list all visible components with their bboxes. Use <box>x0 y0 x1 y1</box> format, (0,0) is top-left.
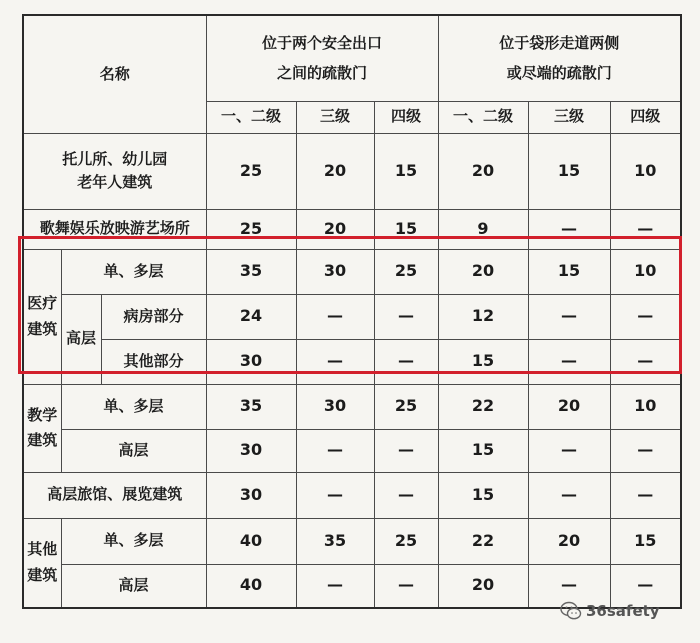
row-label-other-low-rise: 单、多层 <box>61 518 206 564</box>
cell: 20 <box>296 133 374 209</box>
header-grade-3: 三级 <box>528 101 610 133</box>
cell: 20 <box>438 564 528 608</box>
cell: 15 <box>438 339 528 384</box>
row-label-teaching <box>23 384 61 472</box>
table-row <box>23 209 681 249</box>
cell: 15 <box>374 133 438 209</box>
row-label-other-2: 建筑 <box>27 565 58 584</box>
cell: 15 <box>438 429 528 472</box>
cell: 25 <box>206 133 296 209</box>
cell: — <box>610 472 681 518</box>
cell: — <box>528 339 610 384</box>
row-label-teaching-1: 教学 <box>27 405 58 424</box>
row-label-teaching-low-rise: 单、多层 <box>61 384 206 429</box>
cell: — <box>528 564 610 608</box>
cell: 30 <box>206 429 296 472</box>
row-label-nursery <box>23 133 206 209</box>
table-row <box>23 384 681 429</box>
cell: 20 <box>438 249 528 294</box>
cell: 22 <box>438 518 528 564</box>
cell: 10 <box>610 133 681 209</box>
cell: — <box>296 472 374 518</box>
header-between-exits <box>206 15 438 101</box>
cell: — <box>374 472 438 518</box>
cell: 25 <box>374 518 438 564</box>
row-label-medical <box>23 249 61 384</box>
header-between-exits-line2: 之间的疏散门 <box>276 64 367 83</box>
cell: — <box>528 472 610 518</box>
cell: — <box>296 429 374 472</box>
cell: 20 <box>296 209 374 249</box>
cell: 25 <box>206 209 296 249</box>
cell: 15 <box>610 518 681 564</box>
cell: — <box>528 294 610 339</box>
row-label-medical-1: 医疗 <box>27 294 58 312</box>
cell: — <box>610 429 681 472</box>
cell: 35 <box>206 249 296 294</box>
header-grade-3: 三级 <box>296 101 374 133</box>
cell: 35 <box>296 518 374 564</box>
row-label-medical-high-rise: 高层 <box>61 294 101 384</box>
header-dead-end-line1: 位于袋形走道两侧 <box>499 34 620 53</box>
header-name: 名称 <box>23 15 206 133</box>
cell: — <box>610 564 681 608</box>
table-row <box>23 133 681 209</box>
header-grade-1-2: 一、二级 <box>206 101 296 133</box>
table-row <box>23 429 681 472</box>
row-label-medical-2: 建筑 <box>27 319 58 338</box>
header-dead-end <box>438 15 681 101</box>
row-label-nursery-line2: 老年人建筑 <box>77 173 153 191</box>
cell: 10 <box>610 384 681 429</box>
cell: 22 <box>438 384 528 429</box>
table-row <box>23 339 681 384</box>
row-label-other-1: 其他 <box>27 540 58 559</box>
cell: — <box>610 294 681 339</box>
cell: 15 <box>528 133 610 209</box>
header-dead-end-line2: 或尽端的疏散门 <box>506 64 612 83</box>
header-grade-4: 四级 <box>374 101 438 133</box>
cell: 15 <box>374 209 438 249</box>
cell: 24 <box>206 294 296 339</box>
header-between-exits-line1: 位于两个安全出口 <box>261 34 382 53</box>
cell: 9 <box>438 209 528 249</box>
table-row <box>23 472 681 518</box>
watermark <box>560 598 660 624</box>
cell: 30 <box>206 472 296 518</box>
row-label-other-high-rise: 高层 <box>61 564 206 608</box>
cell: — <box>296 294 374 339</box>
header-grade-4: 四级 <box>610 101 681 133</box>
cell: — <box>374 429 438 472</box>
cell: — <box>374 294 438 339</box>
watermark-text: 36safety <box>586 602 660 620</box>
cell: 40 <box>206 564 296 608</box>
cell: 15 <box>438 472 528 518</box>
evacuation-distance-table <box>22 14 682 609</box>
table-row <box>23 518 681 564</box>
cell: 40 <box>206 518 296 564</box>
cell: — <box>374 564 438 608</box>
cell: 10 <box>610 249 681 294</box>
cell: 25 <box>374 384 438 429</box>
cell: — <box>374 339 438 384</box>
row-label-teaching-high-rise: 高层 <box>61 429 206 472</box>
cell: 20 <box>438 133 528 209</box>
cell: 20 <box>528 518 610 564</box>
cell: 15 <box>528 249 610 294</box>
row-label-other <box>23 518 61 608</box>
table-row <box>23 249 681 294</box>
cell: 20 <box>528 384 610 429</box>
cell: 30 <box>296 384 374 429</box>
header-grade-1-2: 一、二级 <box>438 101 528 133</box>
row-label-medical-low-rise: 单、多层 <box>61 249 206 294</box>
cell: 30 <box>206 339 296 384</box>
row-label-hotel: 高层旅馆、展览建筑 <box>23 472 206 518</box>
row-label-entertainment: 歌舞娱乐放映游艺场所 <box>23 209 206 249</box>
cell: — <box>528 429 610 472</box>
cell: 25 <box>374 249 438 294</box>
row-label-ward: 病房部分 <box>101 294 206 339</box>
cell: 35 <box>206 384 296 429</box>
row-label-other-part: 其他部分 <box>101 339 206 384</box>
table-row <box>23 294 681 339</box>
cell: — <box>296 564 374 608</box>
cell: 12 <box>438 294 528 339</box>
cell: 30 <box>296 249 374 294</box>
cell: — <box>610 339 681 384</box>
row-label-nursery-line1: 托儿所、幼儿园 <box>62 149 168 168</box>
row-label-teaching-2: 建筑 <box>27 431 58 449</box>
cell: — <box>610 209 681 249</box>
cell: — <box>528 209 610 249</box>
cell: — <box>296 339 374 384</box>
wechat-icon <box>560 601 582 621</box>
